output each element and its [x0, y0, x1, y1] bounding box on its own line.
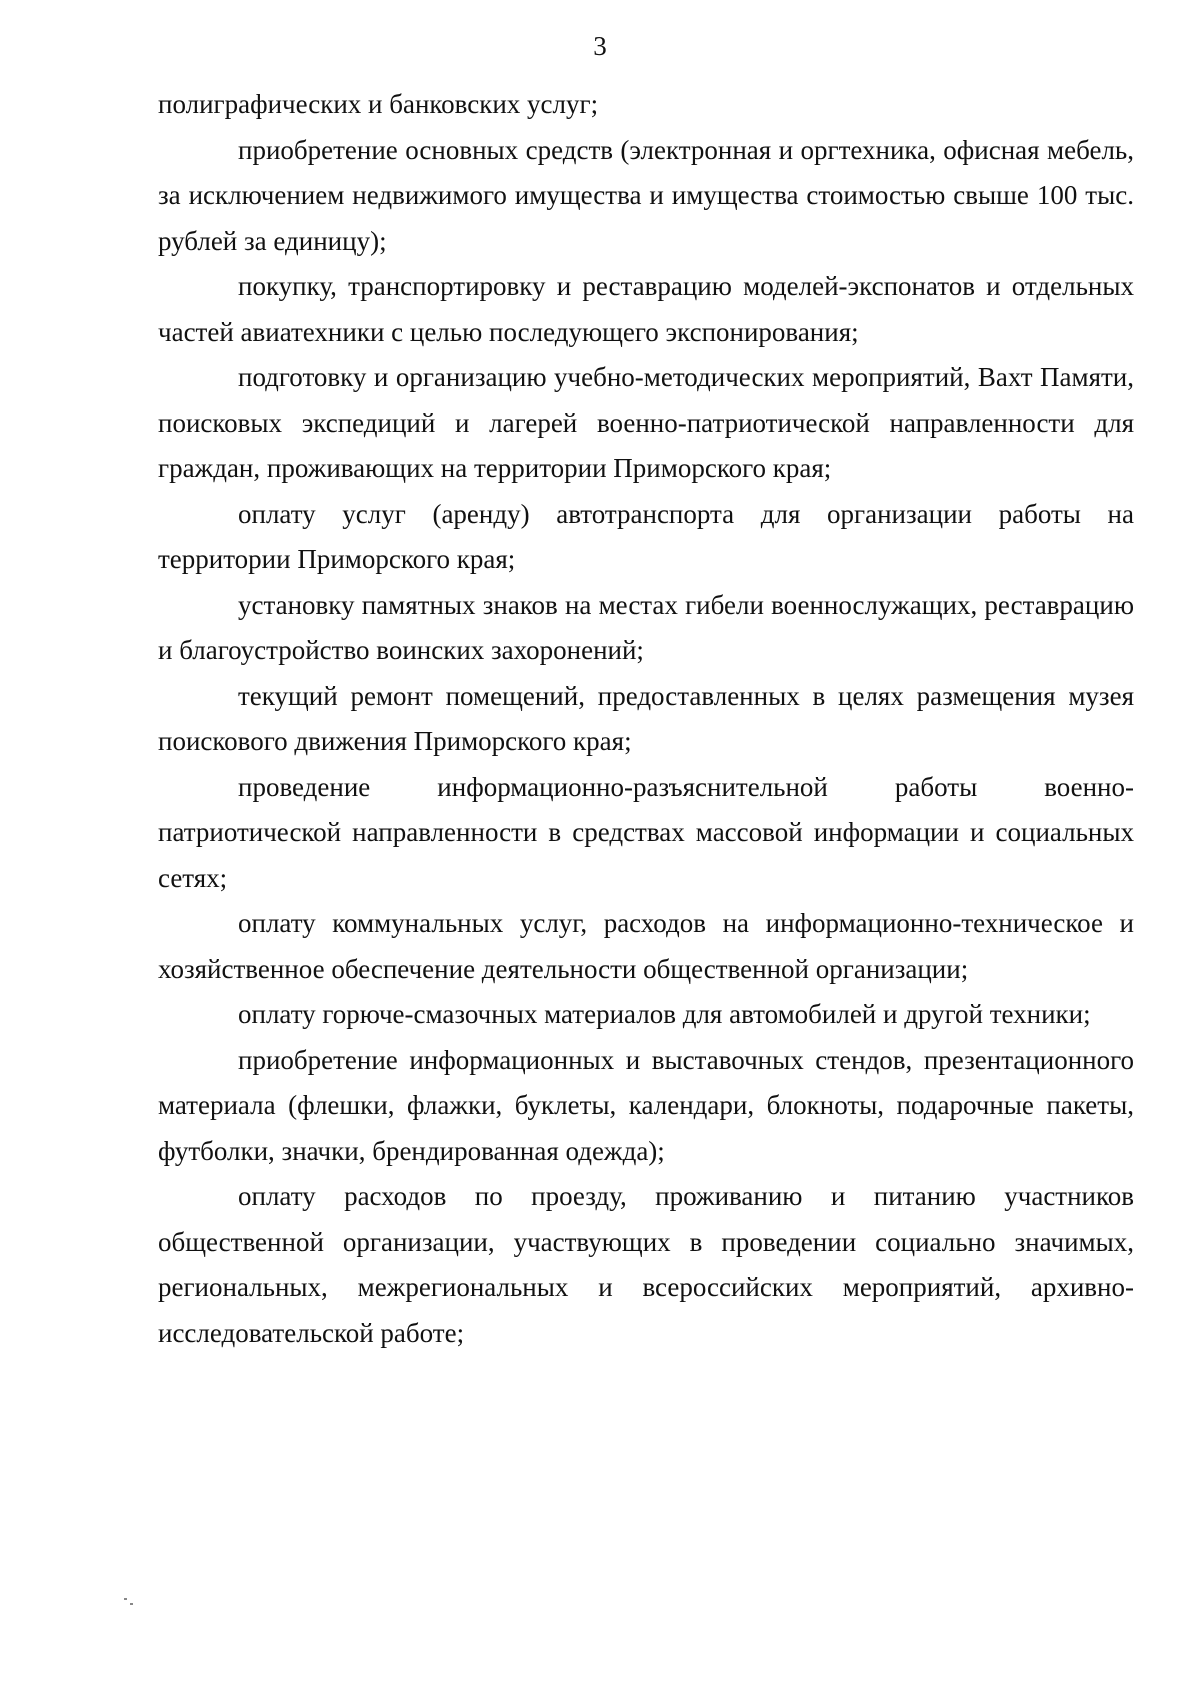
document-body: [158, 82, 1134, 1356]
paragraph: оплату расходов по проезду, проживанию и питанию участников общественной организации, участвующих в проведении социально значимых, региональных, межрегиональных и всероссийских мероприятий, архивно-исследовательской работе;: [158, 1181, 1134, 1348]
scan-artifact: [124, 1598, 127, 1600]
paragraph: проведение информационно-разъяснительной работы военно-патриотической направленности в средствах массовой информации и социальных сетях;: [158, 771, 1134, 893]
page-number: 3: [593, 31, 607, 61]
paragraph: оплату коммунальных услуг, расходов на информационно-техническое и хозяйственное обеспечение деятельности общественной организации;: [158, 908, 1134, 984]
scan-artifact: [130, 1603, 133, 1605]
paragraph: оплату услуг (аренду) автотранспорта для организации работы на территории Приморского края;: [158, 498, 1134, 574]
paragraph: текущий ремонт помещений, предоставленных в целях размещения музея поискового движения Приморского края;: [158, 680, 1134, 756]
paragraph: покупку, транспортировку и реставрацию моделей-экспонатов и отдельных частей авиатехники с целью последующего экспонирования;: [158, 271, 1134, 347]
paragraph: установку памятных знаков на местах гибели военнослужащих, реставрацию и благоустройство воинских захоронений;: [158, 589, 1134, 665]
paragraph: приобретение основных средств (электронная и оргтехника, офисная мебель, за исключением недвижимого имущества и имущества стоимостью свыше 100 тыс. рублей за единицу);: [158, 134, 1134, 256]
paragraph: полиграфических и банковских услуг;: [158, 89, 599, 119]
paragraph: приобретение информационных и выставочных стендов, презентационного материала (флешки, флажки, буклеты, календари, блокноты, подарочные пакеты, футболки, значки, брендированная одежда);: [158, 1044, 1134, 1166]
paragraph: оплату горюче-смазочных материалов для автомобилей и другой техники;: [238, 999, 1091, 1029]
paragraph: подготовку и организацию учебно-методических мероприятий, Вахт Памяти, поисковых экспедиций и лагерей военно-патриотической направленности для граждан, проживающих на территории Приморского края;: [158, 362, 1134, 483]
